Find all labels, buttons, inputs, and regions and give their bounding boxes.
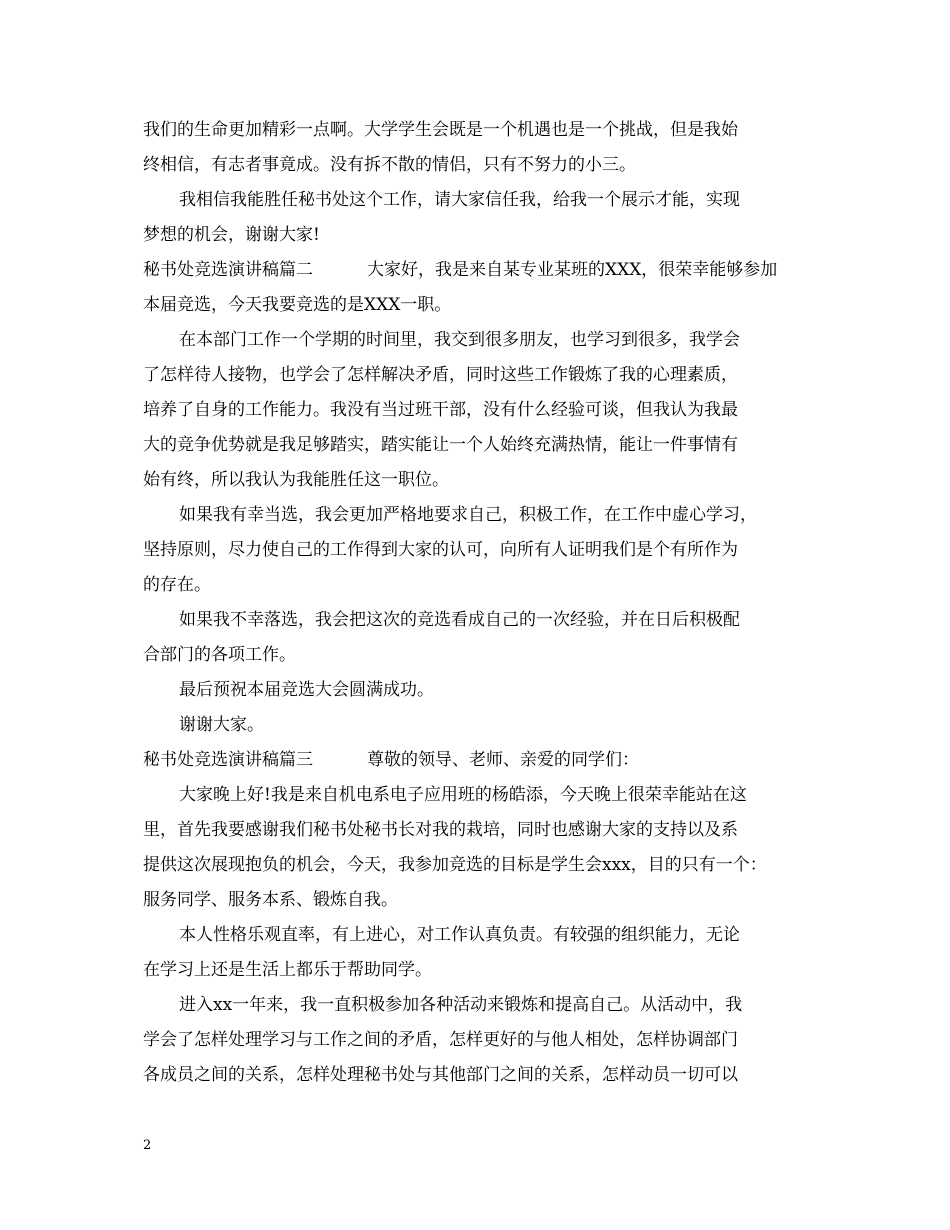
text-line (143, 358, 823, 393)
text-line (143, 953, 823, 988)
line-text: 坚持原则，尽力使自己的工作得到大家的认可，向所有人证明我们是个有所作为 (143, 540, 738, 560)
text-line (143, 638, 823, 673)
text-line (143, 113, 823, 148)
text-line (143, 778, 823, 813)
line-text: 如果我不幸落选，我会把这次的竞选看成自己的一次经验，并在日后积极配 (179, 610, 740, 630)
line-text: 的存在。 (143, 575, 211, 595)
text-line (143, 708, 823, 743)
text-line (143, 568, 823, 603)
text-line (143, 183, 823, 218)
text-line (143, 988, 823, 1023)
line-text: 我相信我能胜任秘书处这个工作，请大家信任我，给我一个展示才能，实现 (179, 190, 740, 210)
line-text: 谢谢大家。 (179, 715, 264, 735)
line-text: 梦想的机会，谢谢大家! (143, 225, 320, 245)
text-line (143, 533, 823, 568)
text-line (143, 1058, 823, 1093)
section-title: 秘书处竞选演讲稿篇三 (143, 750, 313, 770)
line-text: 本届竞选，今天我要竞选的是XXX一职。 (143, 295, 452, 315)
line-text: 如果我有幸当选，我会更加严格地要求自己，积极工作，在工作中虚心学习， (179, 505, 757, 525)
line-text: 终相信，有志者事竟成。没有拆不散的情侣，只有不努力的小三。 (143, 155, 636, 175)
text-line (143, 673, 823, 708)
line-text: 我们的生命更加精彩一点啊。大学学生会既是一个机遇也是一个挑战，但是我始 (143, 120, 738, 140)
text-line (143, 603, 823, 638)
text-line (143, 463, 823, 498)
text-line (143, 428, 823, 463)
line-text: 大家好，我是来自某专业某班的XXX，很荣幸能够参加 (367, 260, 778, 280)
line-text: 在学习上还是生活上都乐于帮助同学。 (143, 960, 432, 980)
section-heading-line (143, 253, 823, 288)
line-text: 提供这次展现抱负的机会，今天，我参加竞选的目标是学生会xxx，目的只有一个： (143, 855, 767, 875)
line-text: 始有终，所以我认为我能胜任这一职位。 (143, 470, 449, 490)
line-text: 里，首先我要感谢我们秘书处秘书长对我的栽培，同时也感谢大家的支持以及系 (143, 820, 738, 840)
section-heading-line (143, 743, 823, 778)
text-line (143, 323, 823, 358)
line-text: 在本部门工作一个学期的时间里，我交到很多朋友，也学习到很多，我学会 (179, 330, 740, 350)
line-text: 学会了怎样处理学习与工作之间的矛盾，怎样更好的与他人相处，怎样协调部门 (143, 1030, 738, 1050)
line-text: 本人性格乐观直率，有上进心，对工作认真负责。有较强的组织能力，无论 (179, 925, 740, 945)
line-text: 培养了自身的工作能力。我没有当过班干部，没有什么经验可谈，但我认为我最 (143, 400, 738, 420)
line-text: 合部门的各项工作。 (143, 645, 296, 665)
line-text: 大家晚上好!我是来自机电系电子应用班的杨皓添，今天晚上很荣幸能站在这 (179, 785, 747, 805)
text-line (143, 288, 823, 323)
line-text: 各成员之间的关系，怎样处理秘书处与其他部门之间的关系，怎样动员一切可以 (143, 1065, 738, 1085)
text-line (143, 1023, 823, 1058)
text-line (143, 393, 823, 428)
document-body (143, 113, 823, 1093)
text-line (143, 498, 823, 533)
line-text: 服务同学、服务本系、锻炼自我。 (143, 890, 398, 910)
text-line (143, 918, 823, 953)
text-line (143, 148, 823, 183)
text-line (143, 848, 823, 883)
line-text: 进入xx一年来，我一直积极参加各种活动来锻炼和提高自己。从活动中，我 (179, 995, 743, 1015)
text-line (143, 883, 823, 918)
text-line (143, 218, 823, 253)
text-line (143, 813, 823, 848)
page-number: 2 (143, 1138, 152, 1153)
line-text: 最后预祝本届竞选大会圆满成功。 (179, 680, 434, 700)
line-text: 尊敬的领导、老师、亲爱的同学们： (367, 750, 639, 770)
line-text: 了怎样待人接物，也学会了怎样解决矛盾，同时这些工作锻炼了我的心理素质， (143, 365, 738, 385)
line-text: 大的竞争优势就是我足够踏实，踏实能让一个人始终充满热情，能让一件事情有 (143, 435, 738, 455)
section-title: 秘书处竞选演讲稿篇二 (143, 260, 313, 280)
